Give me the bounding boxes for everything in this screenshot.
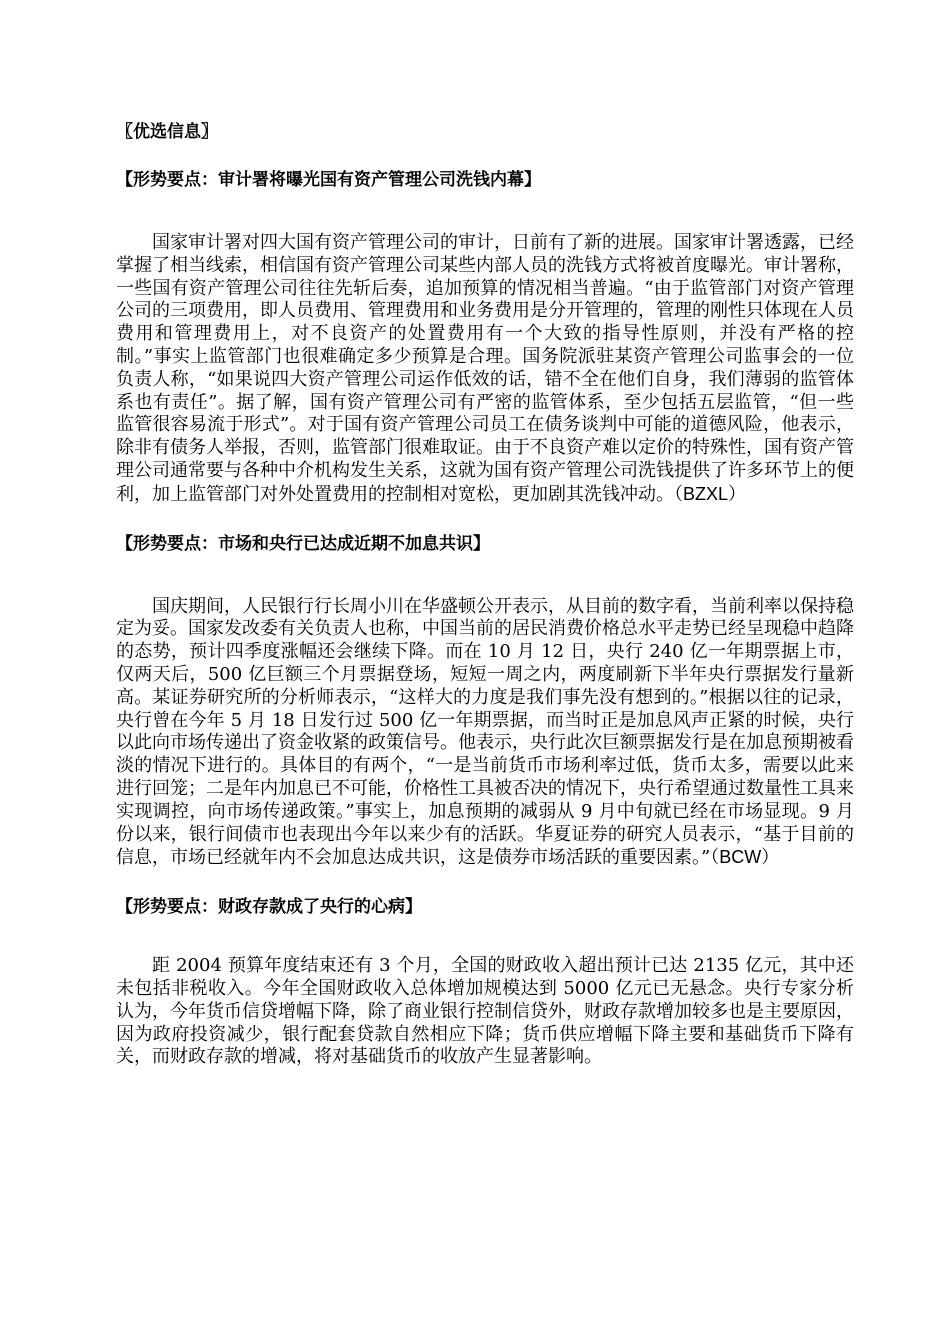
spacer (116, 919, 854, 955)
article-text: 距 2004 预算年度结束还有 3 个月，全国的财政收入超出预计已达 2135 亿元，其中还未包括非税收入。今年全国财政收入总体增加规模达到 5000 亿元已无悬念。央行专家分析认为，今年货币信贷增幅下降，除了商业银行控制信贷外，财政存款增加较多也是主要原因，因为政府投资减少，银行配套贷款自然相应下降；货币供应增幅下降主要和基础货币下降有关，而财政存款的增减，将对基础货币的收放产生显著影响。 (116, 955, 854, 1068)
article-body (116, 596, 854, 871)
article-title: 【形势要点：市场和央行已达成近期不加息共识】 (116, 533, 490, 554)
article-title: 【形势要点：审计署将曝光国有资产管理公司洗钱内幕】 (116, 170, 541, 190)
article-body (116, 955, 854, 1069)
article-text: 国家审计署对四大国有资产管理公司的审计，日前有了新的进展。国家审计署透露，已经掌握了相当线索，相信国有资产管理公司某些内部人员的洗钱方式将被首度曝光。审计署称，一些国有资产管理公司往往先斩后奏，追加预算的情况相当普遍。“由于监管部门对资产管理公司的三项费用，即人员费用、管理费用和业务费用是分开管理的，管理的刚性只体现在人员费用和管理费用上，对不良资产的处置费用有一个大致的指导性原则，并没有严格的控制。”事实上监管部门也很难确定多少预算是合理。国务院派驻某资产管理公司监事会的一位负责人称，“如果说四大资产管理公司运作低效的话，错不全在他们自身，我们薄弱的监管体系也有责任”。据了解，国有资产管理公司有严密的监管体系，至少包括五层监管，“但一些监管很容易流于形式”。对于国有资产管理公司员工在债务谈判中可能的道德风险，他表示，除非有债务人举报，否则，监管部门很难取证。由于不良资产难以定价的特殊性，国有资产管理公司通常要与各种中介机构发生关系，这就为国有资产管理公司洗钱提供了许多环节上的便利，加上监管部门对外处置费用的控制相对宽松，更加剧其洗钱冲动。 (116, 232, 854, 505)
article-body (116, 232, 854, 507)
spacer (116, 507, 854, 532)
spacer (116, 870, 854, 895)
spacer (116, 192, 854, 232)
document-page (116, 120, 854, 1069)
section-label: 〖优选信息〗 (116, 122, 218, 142)
article-text: 国庆期间，人民银行行长周小川在华盛顿公开表示，从目前的数字看，当前利率以保持稳定为妥。国家发改委有关负责人也称，中国当前的居民消费价格总水平走势已经呈现稳中趋降的态势，预计四季度涨幅还会继续下降。而在 10 月 12 日，央行 240 亿一年期票据上市，仅两天后，500 亿巨额三个月票据登场，短短一周之内，两度刷新下半年央行票据发行量新高。某证券研究所的分析师表示，“这样大的力度是我们事先没有想到的。”根据以往的记录，央行曾在今年 5 月 18 日发行过 500 亿一年期票据，而当时正是加息风声正紧的时候，央行以此向市场传递出了资金收紧的政策信号。他表示，央行此次巨额票据发行是在加息预期被看淡的情况下进行的。具体目的有两个，“一是当前货币市场利率过低，货币太多，需要以此来进行回笼；二是年内加息已不可能，价格性工具被否决的情况下，央行希望通过数量性工具来实现调控，向市场传递政策。”事实上，加息预期的减弱从 9 月中旬就已经在市场显现。9 月份以来，银行间债市也表现出今年以来少有的活跃。华夏证券的研究人员表示，“基于目前的信息，市场已经就年内不会加息达成共识，这是债券市场活跃的重要因素。” (116, 595, 854, 869)
article-source: （BCW） (710, 847, 780, 868)
article-title: 【形势要点：财政存款成了央行的心病】 (116, 897, 422, 918)
article-source: （BZXL） (674, 483, 747, 504)
spacer (116, 556, 854, 596)
